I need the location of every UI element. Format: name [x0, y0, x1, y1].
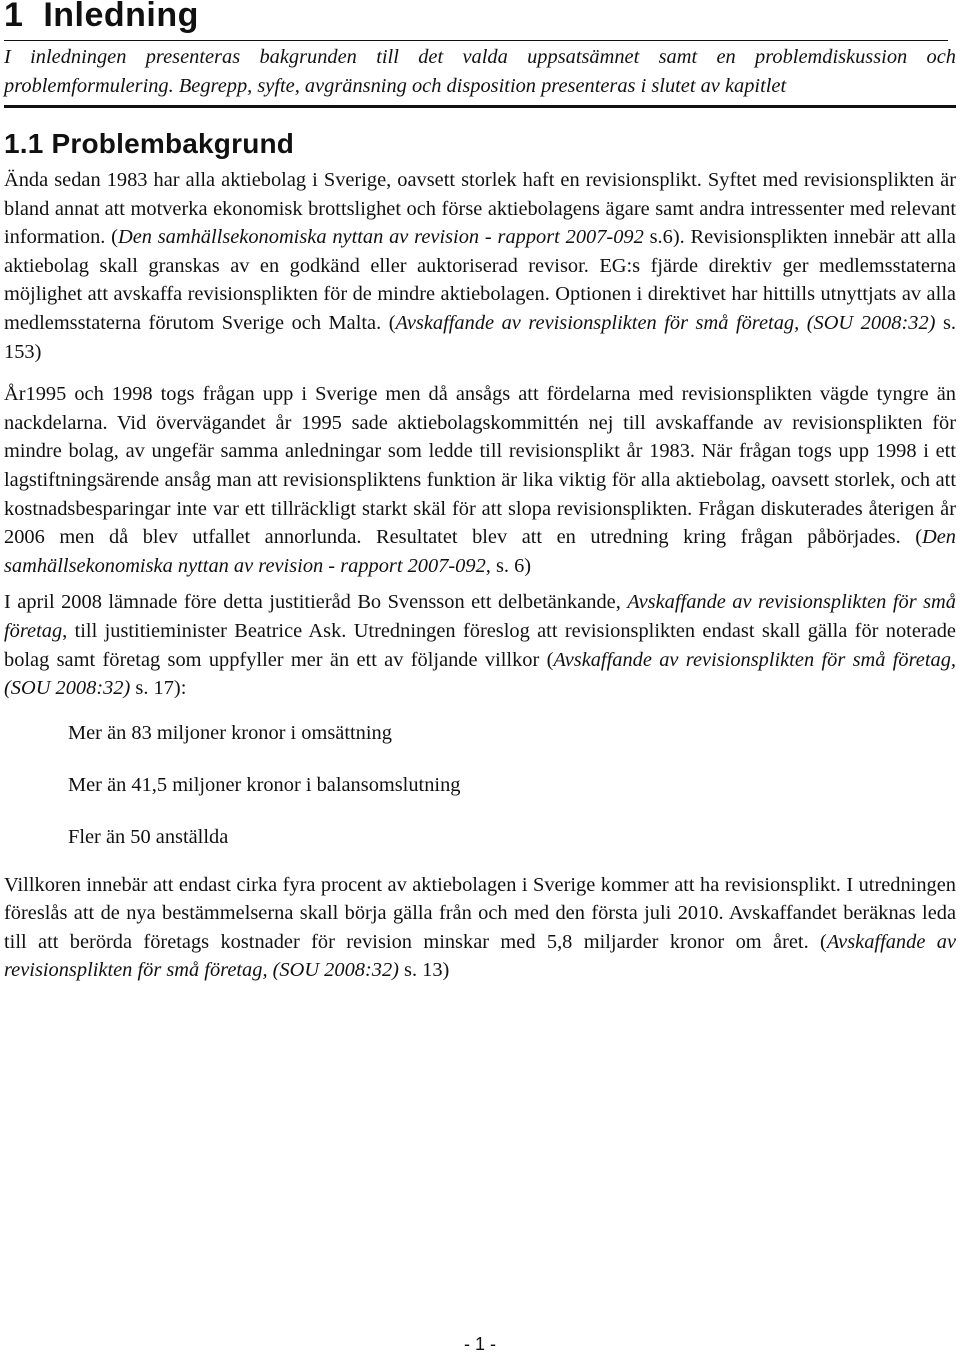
- reference-citation: Avskaffande av revisionsplikten för små företag, (SOU 2008:32): [4, 648, 957, 700]
- criteria-item-revenue: Mer än 83 miljoner kronor i omsättning: [68, 721, 392, 744]
- paragraph-text: I april 2008 lämnade före detta justitieråd Bo Svensson ett delbetänkande,: [4, 591, 628, 614]
- paragraph-text: , till justitieminister Beatrice Ask. Utredningen föreslog att revisionsplikten endast skall gälla för noterade bolag samt företag som uppfyller mer än ett av följande villkor (: [4, 619, 956, 671]
- chapter-rule: [4, 40, 948, 41]
- paragraph-inquiry: [4, 588, 956, 702]
- chapter-title: Inledning: [43, 0, 199, 34]
- paragraph-text: Villkoren innebär att endast cirka fyra procent av aktiebolagen i Sverige kommer att ha revisionsplikt. I utredningen föreslås att de nya bestämmelserna skall börja gälla från och med den första juli 2010. Avskaffandet beräknas leda till att berörda företags kostnader för revision minskar med 5,8 miljarder kronor om året. (: [4, 873, 956, 953]
- chapter-heading: [4, 0, 956, 34]
- criteria-item-balance: Mer än 41,5 miljoner kronor i balansomslutning: [68, 773, 461, 796]
- reference-citation: Den samhällsekonomiska nyttan av revision - rapport 2007-092,: [4, 526, 956, 577]
- reference-citation: Den samhällsekonomiska nyttan av revision - rapport 2007-092: [117, 226, 644, 249]
- paragraph-text: s.6). Revisionsplikten innebär att alla aktiebolag skall granskas av en godkänd eller auktoriserad revisor. EG:s fjärde direktiv ger medlemsstaterna möjlighet att avskaffa revisionsplikten för de mindre aktiebolagen. Optionen i direktivet har hittills utnyttjats av alla medlemsstaterna förutom Sverige och Malta. (: [4, 226, 956, 334]
- paragraph-conditions: [4, 871, 956, 985]
- paragraph-background: [4, 166, 956, 366]
- paragraph-text: År1995 och 1998 togs frågan upp i Sverige men då ansågs att fördelarna med revisionsplikten vägde tyngre än nackdelarna. Vid övervägandet år 1995 sade aktiebolagskommittén nej till avskaffande av revisionsplikten för mindre bolag, av ungefär samma anledningar som ledde till revisionsplikt år 1983. När frågan togs upp 1998 i ett lagstiftningsärende ansåg man att revisionspliktens funktion är lika viktig för alla aktiebolag, oavsett storlek, och att kostnadsbesparingar inte var ett tillräckligt starkt skäl för att slopa revisionsplikten. Frågan diskuterades återigen år 2006 men då blev utfallet annorlunda. Resultatet blev att en utredning kring frågan påbörjades. (: [4, 383, 956, 549]
- chapter-number: 1: [4, 0, 24, 34]
- reference-citation: Avskaffande av revisionsplikten för små företag, (SOU 2008:32): [4, 930, 956, 982]
- reference-citation: Avskaffande av revisionsplikten för små företag: [4, 591, 956, 642]
- paragraph-text: s. 17):: [130, 677, 187, 700]
- chapter-intro: I inledningen presenteras bakgrunden till det valda uppsatsämnet samt en problemdiskussion och problemformulering. Begrepp, syfte, avgränsning och disposition presenteras i slutet av kapitlet: [4, 46, 956, 97]
- intro-rule: [4, 105, 956, 108]
- reference-citation: Avskaffande av revisionsplikten för små företag, (SOU 2008:32): [395, 311, 936, 334]
- section-heading: [4, 126, 956, 162]
- page-number: - 1 -: [463, 1334, 496, 1354]
- section-title: Problembakgrund: [51, 128, 295, 159]
- criteria-item-employees: Fler än 50 anställda: [68, 825, 229, 848]
- paragraph-text: Ända sedan 1983 har alla aktiebolag i Sverige, oavsett storlek haft en revisionsplikt. Syftet med revisionsplikten är bland annat att motverka ekonomisk brottslighet och förse aktiebolagens ägare samt andra intressenter med relevant information. (: [4, 169, 956, 249]
- paragraph-text: s. 153): [4, 311, 956, 363]
- paragraph-text: s. 6): [490, 554, 532, 577]
- paragraph-history: [4, 380, 956, 580]
- criteria-list: [68, 719, 956, 851]
- paragraph-text: s. 13): [398, 959, 450, 982]
- section-number: 1.1: [4, 128, 44, 159]
